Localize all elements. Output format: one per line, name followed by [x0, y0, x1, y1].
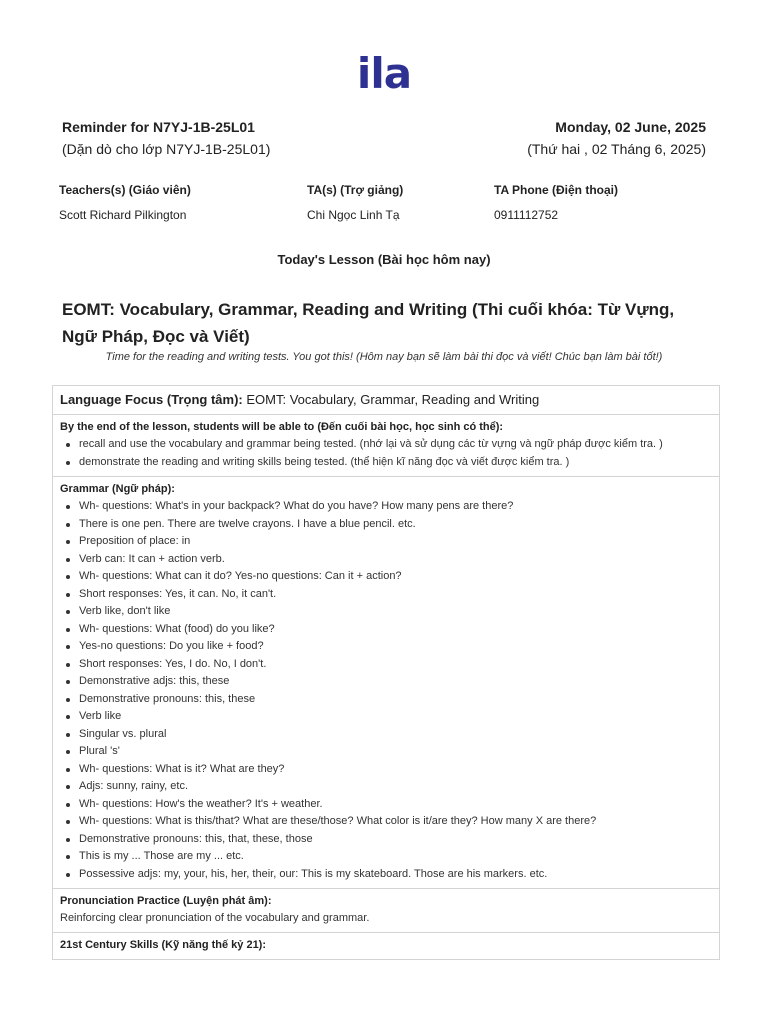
list-item: Plural 's' [60, 743, 711, 761]
date-title: Monday, 02 June, 2025 [555, 119, 706, 135]
ila-logo: ila [356, 49, 412, 98]
objectives-heading: By the end of the lesson, students will be able to (Đến cuối bài học, học sinh có thể): [60, 421, 504, 433]
lesson-details-box [52, 385, 720, 960]
reminder-block [62, 118, 270, 158]
list-item: Yes-no questions: Do you like + food? [60, 638, 711, 656]
list-item: Short responses: Yes, it can. No, it can't. [60, 586, 711, 604]
language-focus-label: Language Focus (Trọng tâm): [60, 392, 243, 407]
skills-section [53, 932, 719, 959]
grammar-list [60, 498, 711, 883]
list-item: This is my ... Those are my ... etc. [60, 848, 711, 866]
ta-value: Chi Ngọc Linh Tạ [307, 208, 400, 222]
teachers-value: Scott Richard Pilkington [59, 208, 187, 222]
list-item: There is one pen. There are twelve crayons. I have a blue pencil. etc. [60, 516, 711, 534]
list-item: Short responses: Yes, I do. No, I don't. [60, 656, 711, 674]
date-subtitle: (Thứ hai , 02 Tháng 6, 2025) [527, 141, 706, 157]
list-item: Verb like [60, 708, 711, 726]
reminder-subtitle: (Dặn dò cho lớp N7YJ-1B-25L01) [62, 141, 271, 157]
list-item: Wh- questions: What (food) do you like? [60, 621, 711, 639]
language-focus-row [53, 386, 719, 414]
ta-phone-column [494, 182, 618, 223]
list-item: Singular vs. plural [60, 726, 711, 744]
list-item: Wh- questions: What is it? What are they? [60, 761, 711, 779]
ta-label: TA(s) (Trợ giảng) [307, 183, 404, 197]
list-item: Wh- questions: What is this/that? What are these/those? What color is it/are they? How many X are there? [60, 813, 711, 831]
list-item: Demonstrative adjs: this, these [60, 673, 711, 691]
list-item: Preposition of place: in [60, 533, 711, 551]
list-item: demonstrate the reading and writing skills being tested. (thể hiện kĩ năng đọc và viết được kiểm tra. ) [60, 454, 711, 472]
pronunciation-section [53, 888, 719, 932]
list-item: Verb can: It can + action verb. [60, 551, 711, 569]
pronunciation-text: Reinforcing clear pronunciation of the vocabulary and grammar. [60, 912, 370, 924]
skills-heading: 21st Century Skills (Kỹ năng thế kỷ 21): [60, 939, 267, 951]
list-item: Possessive adjs: my, your, his, her, their, our: This is my skateboard. Those are his markers. etc. [60, 866, 711, 884]
reminder-title: Reminder for N7YJ-1B-25L01 [62, 119, 255, 135]
objectives-list [60, 436, 711, 471]
teachers-column [59, 182, 191, 223]
date-block [527, 118, 706, 158]
grammar-heading: Grammar (Ngữ pháp): [60, 483, 175, 495]
lesson-title: EOMT: Vocabulary, Grammar, Reading and Writing (Thi cuối khóa: Từ Vựng, Ngữ Pháp, Đọc và Viết) [62, 300, 675, 346]
list-item: Demonstrative pronouns: this, these [60, 691, 711, 709]
list-item: Wh- questions: How's the weather? It's + weather. [60, 796, 711, 814]
list-item: Wh- questions: What can it do? Yes-no questions: Can it + action? [60, 568, 711, 586]
ta-phone-label: TA Phone (Điện thoại) [494, 183, 618, 197]
objectives-section [53, 414, 719, 476]
list-item: recall and use the vocabulary and grammar being tested. (nhớ lại và sử dụng các từ vựng và ngữ pháp được kiểm tra. ) [60, 436, 711, 454]
list-item: Verb like, don't like [60, 603, 711, 621]
list-item: Demonstrative pronouns: this, that, these, those [60, 831, 711, 849]
list-item: Wh- questions: What's in your backpack? What do you have? How many pens are there? [60, 498, 711, 516]
language-focus-value: EOMT: Vocabulary, Grammar, Reading and Writing [246, 392, 540, 407]
teachers-label: Teachers(s) (Giáo viên) [59, 183, 191, 197]
grammar-section [53, 476, 719, 888]
list-item: Adjs: sunny, rainy, etc. [60, 778, 711, 796]
ta-column [307, 182, 403, 223]
ta-phone-value: 0911112752 [494, 208, 559, 222]
today-heading: Today's Lesson (Bài học hôm nay) [277, 252, 491, 267]
pronunciation-heading: Pronunciation Practice (Luyện phát âm): [60, 895, 272, 907]
lesson-description: Time for the reading and writing tests. You got this! (Hôm nay bạn sẽ làm bài thi đọc và viết! Chúc bạn làm bài tốt!) [105, 351, 663, 363]
